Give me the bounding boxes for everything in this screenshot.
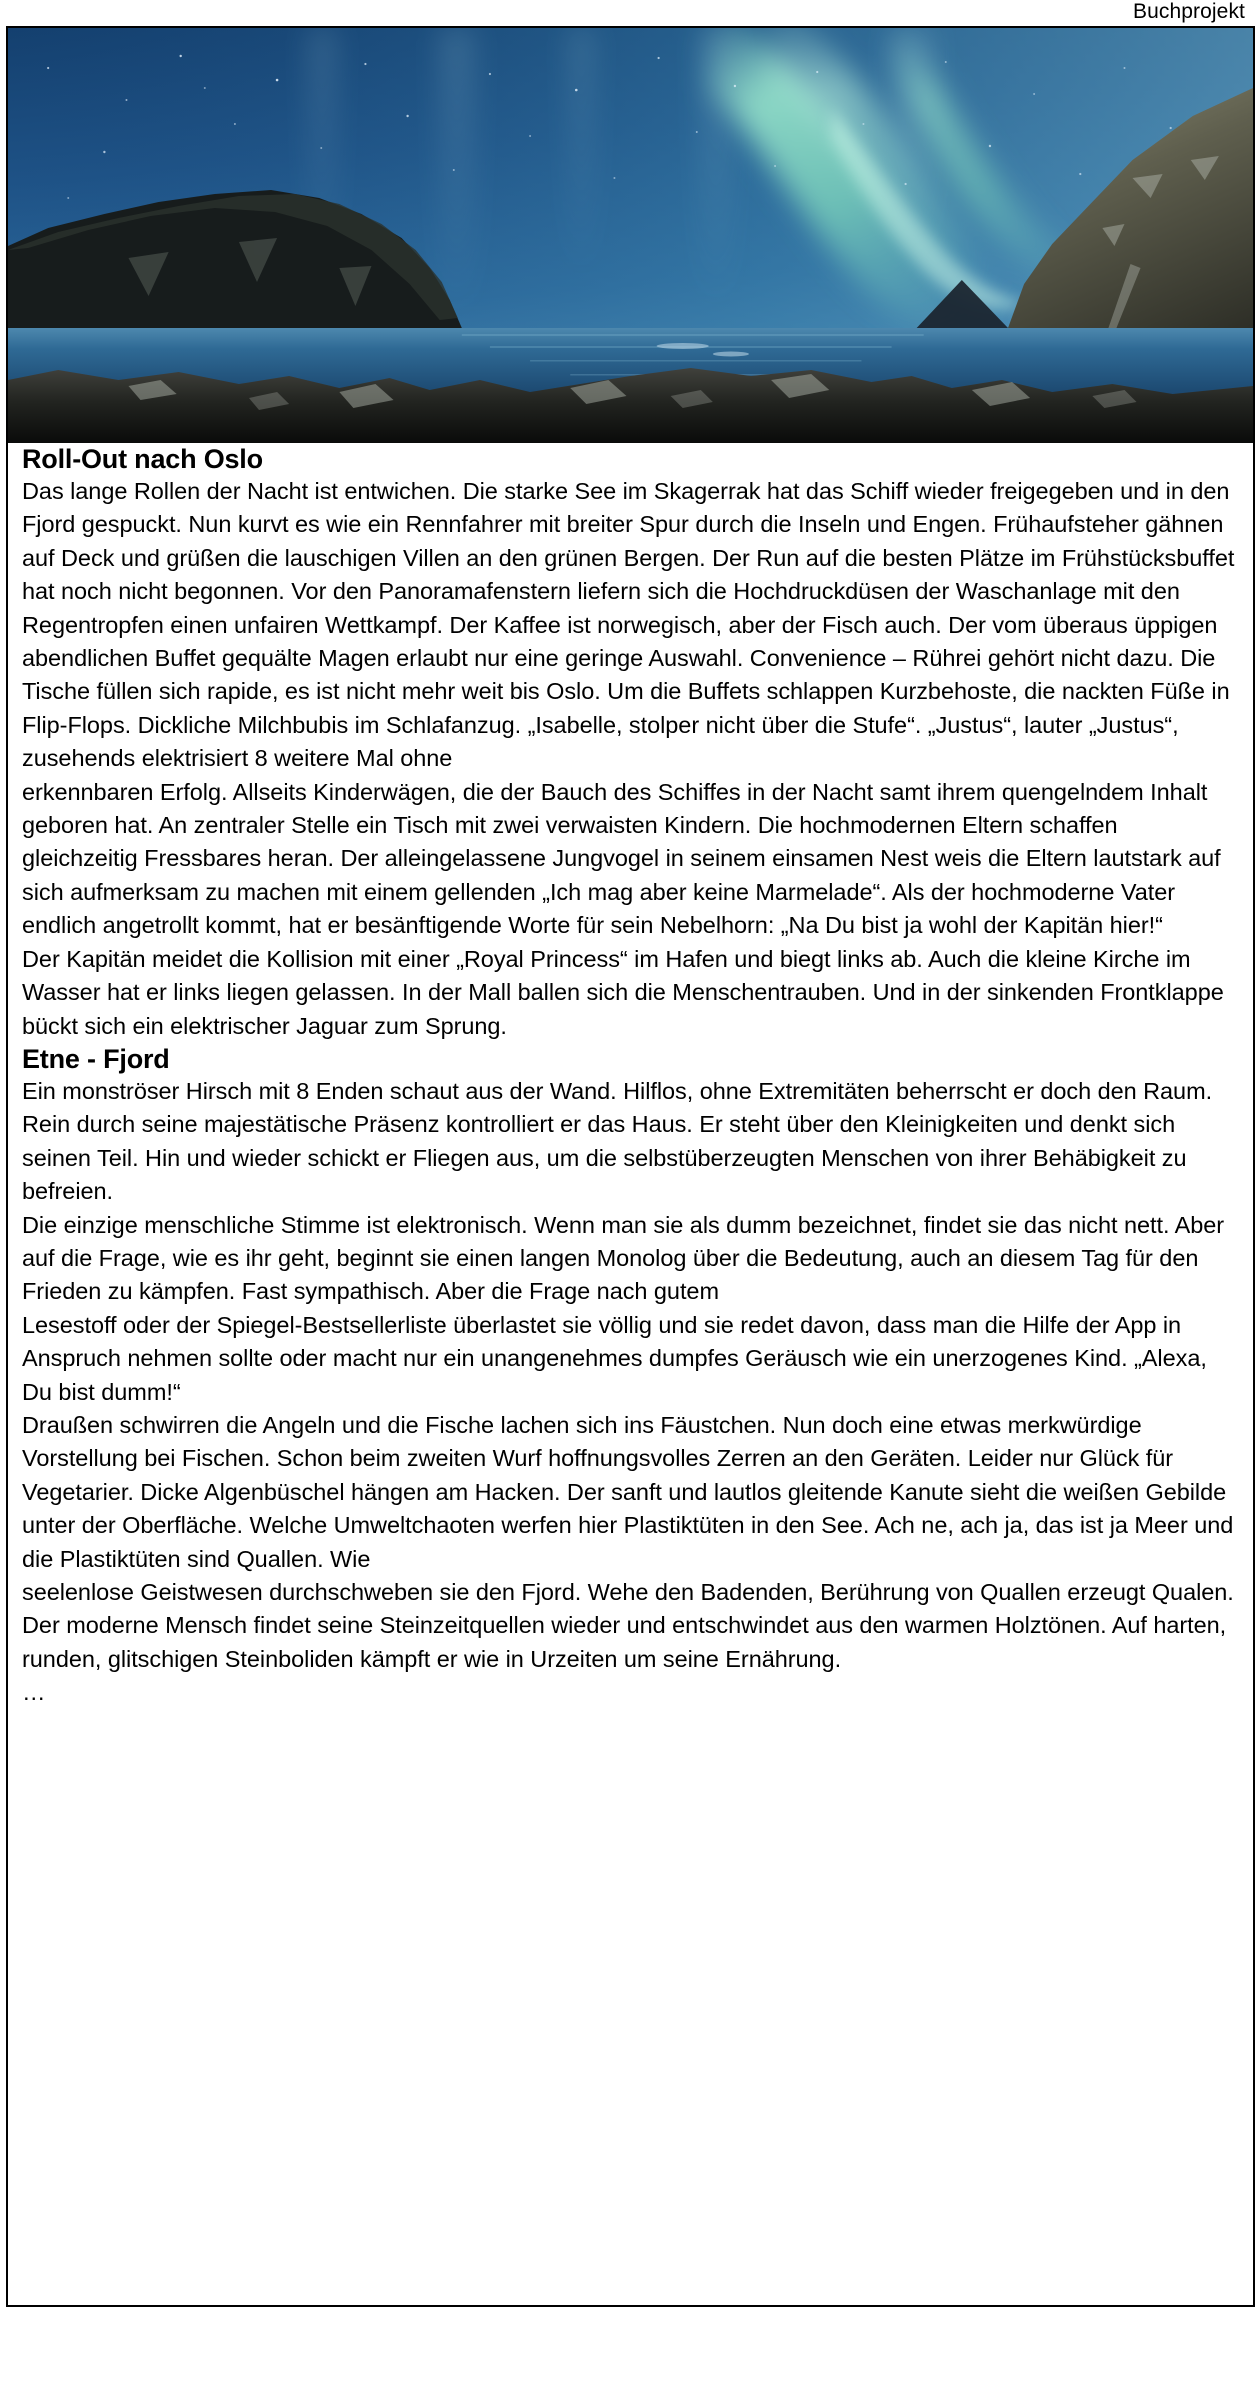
paragraph: Der Kapitän meidet die Kollision mit einer „Royal Princess“ im Hafen und biegt links ab. Auch die kleine Kirche im Wasser hat er links liegen gelassen. In der Mall ballen sich die Menschentrauben. Und in der sinkenden Frontklappe bückt sich ein elektrischer Jaguar zum Sprung.	[22, 945, 1224, 1039]
paragraph: Der moderne Mensch findet seine Steinzeitquellen wieder und entschwindet aus den warmen Holztönen. Auf harten, runden, glitschigen Steinboliden kämpft er wie in Urzeiten um seine Ernährung.	[22, 1612, 1227, 1672]
paragraph: Ein monströser Hirsch mit 8 Enden schaut aus der Wand. Hilflos, ohne Extremitäten beherrscht er doch den Raum. Rein durch seine majestätische Präsenz kontrolliert er das Haus. Er steht über den Kleinigkeiten und denkt sich seinen Teil. Hin und wieder schickt er Fliegen aus, um die selbstüberzeugten Menschen von ihrer Behäbigkeit zu befreien.	[22, 1077, 1213, 1205]
section-title-roll-out: Roll-Out nach Oslo	[22, 444, 263, 474]
paragraph: seelenlose Geistwesen durchschweben sie den Fjord. Wehe den Badenden, Berührung von Quallen erzeugt Qualen.	[22, 1579, 1234, 1605]
paragraph: Die einzige menschliche Stimme ist elektronisch. Wenn man sie als dumm bezeichnet, findet sie das nicht nett. Aber auf die Frage, wie es ihr geht, beginnt sie einen langen Monolog über die Bedeutung, auch an diesem Tag für den Frieden zu kämpfen. Fast sympathisch. Aber die Frage nach gutem	[22, 1211, 1225, 1305]
hero-image	[8, 28, 1253, 443]
paragraph: Lesestoff oder der Spiegel-Bestsellerliste überlastet sie völlig und sie redet davon, dass man die Hilfe der App in Anspruch nehmen sollte oder macht nur ein unangenehmes dumpfes Geräusch wie ein unerzogenes Kind. „Alexa, Du bist dumm!“	[22, 1311, 1207, 1405]
paragraph: Draußen schwirren die Angeln und die Fische lachen sich ins Fäustchen. Nun doch eine etwas merkwürdige Vorstellung bei Fischen. Schon beim zweiten Wurf hoffnungsvolles Zerren an den Geräten. Leider nur Glück für Vegetarier. Dicke Algenbüschel hängen am Hacken. Der sanft und lautlos gleitende Kanute sieht die weißen Gebilde unter der Oberfläche. Welche Umweltchaoten werfen hier Plastiktüten in den See. Ach ne, ach ja, das ist ja Meer und die Plastiktüten sind Quallen. Wie	[22, 1411, 1234, 1572]
section-title-etne-fjord: Etne - Fjord	[22, 1043, 170, 1074]
page-header-title: Buchprojekt	[1133, 0, 1245, 23]
paragraph: erkennbaren Erfolg. Allseits Kinderwägen, die der Bauch des Schiffes in der Nacht samt ihrem quengelndem Inhalt geboren hat. An zentraler Stelle ein Tisch mit zwei verwaisten Kindern. Die hochmodernen Eltern schaffen gleichzeitig Fressbares heran. Der alleingelassene Jungvogel in seinem einsamen Nest weis die Eltern lautstark auf sich aufmerksam zu machen mit einem gellenden „Ich mag aber keine Marmelade“. Als der hochmoderne Vater endlich angetrollt kommt, hat er besänftigende Worte für sein Nebelhorn: „Na Du bist ja wohl der Kapitän hier!“	[22, 778, 1221, 939]
aurora-fjord-illustration	[8, 28, 1253, 443]
document-content	[8, 443, 1253, 1710]
paragraph: Das lange Rollen der Nacht ist entwichen. Die starke See im Skagerrak hat das Schiff wieder freigegeben und in den Fjord gespuckt. Nun kurvt es wie ein Rennfahrer mit breiter Spur durch die Inseln und Engen. Frühaufsteher gähnen auf Deck und grüßen die lauschigen Villen an den grünen Bergen. Der Run auf die besten Plätze im Frühstücksbuffet hat noch nicht begonnen. Vor den Panoramafenstern liefern sich die Hochdruckdüsen der Waschanlage mit den Regentropfen einen unfairen Wettkampf. Der Kaffee ist norwegisch, aber der Fisch auch. Der vom überaus üppigen abendlichen Buffet gequälte Magen erlaubt nur eine geringe Auswahl. Convenience – Rührei gehört nicht dazu. Die Tische füllen sich rapide, es ist nicht mehr weit bis Oslo. Um die Buffets schlappen Kurzbehoste, die nackten Füße in Flip-Flops. Dickliche Milchbubis im Schlafanzug. „Isabelle, stolper nicht über die Stufe“. „Justus“, lauter „Justus“, zusehends elektrisiert 8 weitere Mal ohne	[22, 478, 1235, 772]
paragraph-ellipsis: …	[22, 1679, 46, 1706]
page-header	[0, 0, 1259, 26]
document-frame	[6, 26, 1255, 2307]
